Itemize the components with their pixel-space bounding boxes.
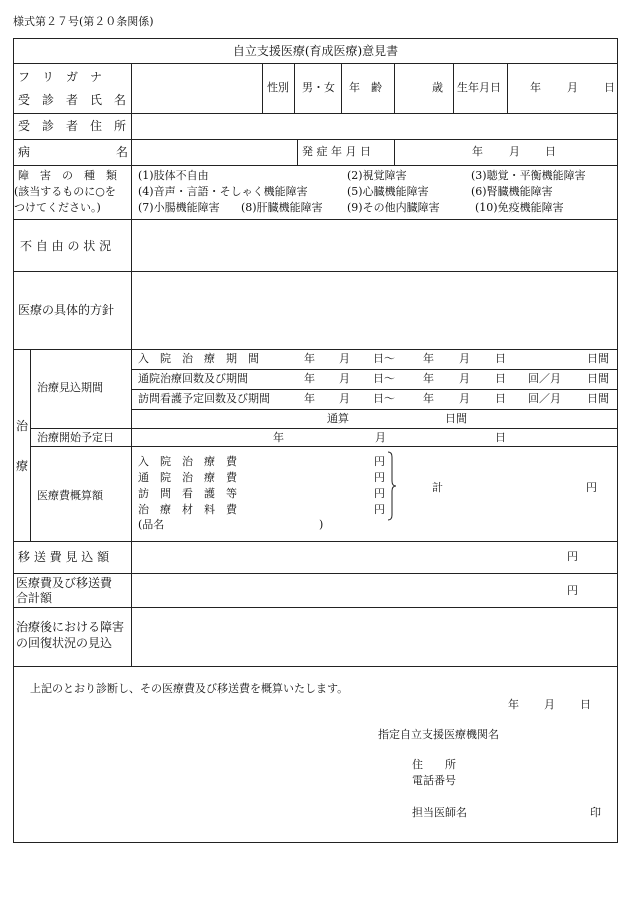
unit-year: 年: [304, 352, 315, 365]
start-month-unit: 月: [375, 431, 386, 444]
disability-option[interactable]: (8)肝臓機能障害: [241, 201, 323, 214]
onset-year-unit: 年: [472, 145, 483, 158]
start-day-unit: 日: [495, 431, 506, 444]
policy-label: 医療の具体的方針: [18, 303, 115, 317]
institution-label: 指定自立支援医療機関名: [378, 728, 499, 741]
recovery-label-2: の回復状況の見込: [16, 636, 113, 650]
rule: [13, 666, 618, 667]
cost-label: 医療費概算額: [37, 489, 103, 502]
rule: [13, 607, 618, 608]
treatment-side-label-2: 療: [16, 459, 29, 473]
rule: [30, 349, 31, 541]
disability-option[interactable]: (7)小腸機能障害: [138, 201, 220, 214]
sex-value[interactable]: 男・女: [302, 81, 335, 94]
onset-label: 発 症 年 月 日: [302, 145, 371, 158]
disability-label-2: (該当するものに○を: [14, 185, 116, 198]
rule: [13, 349, 618, 350]
rule: [13, 165, 618, 166]
disability-option[interactable]: (10)免疫機能障害: [475, 201, 564, 214]
visit-period-label: 訪問看護予定回数及び期間: [138, 392, 270, 405]
combined-label-2: 合計額: [16, 591, 53, 605]
cost-yen: 円: [374, 503, 385, 516]
disability-option[interactable]: (6)腎臓機能障害: [471, 185, 553, 198]
transport-label: 移 送 費 見 込 額: [18, 550, 110, 564]
unit-month: 月: [339, 392, 350, 405]
cost-item-visit: 訪 問 看 護 等: [138, 487, 237, 500]
rule: [262, 63, 263, 113]
disability-option[interactable]: (3)聴覚・平衡機能障害: [471, 169, 586, 182]
address-label: 受 診 者 住 所: [18, 119, 127, 133]
impairment-label: 不 自 由 の 状 況: [20, 239, 112, 253]
disability-option[interactable]: (2)視覚障害: [347, 169, 407, 182]
unit-year: 年: [304, 392, 315, 405]
unit-days: 日間: [587, 392, 609, 405]
unit-month: 月: [459, 372, 470, 385]
cost-item-outpatient: 通 院 治 療 費: [138, 471, 237, 484]
combined-label-1: 医療費及び移送費: [16, 576, 113, 590]
unit-day: 日: [495, 372, 506, 385]
unit-day-from: 日～: [373, 372, 395, 385]
outpatient-period-label: 通院治療回数及び期間: [138, 372, 248, 385]
total-label: 通算: [327, 412, 349, 425]
cost-item-name-close: ): [319, 518, 324, 531]
patient-name-label: 受 診 者 氏 名: [18, 93, 127, 107]
rule: [294, 63, 295, 113]
institution-address-label: 住 所: [412, 758, 456, 771]
disability-option[interactable]: (4)音声・言語・そしゃく機能障害: [138, 185, 308, 198]
form-title: 自立支援医療(育成医療)意見書: [232, 44, 399, 58]
rule: [13, 219, 618, 220]
cost-yen: 円: [374, 487, 385, 500]
rule: [394, 139, 395, 165]
cost-yen: 円: [374, 471, 385, 484]
doctor-label: 担当医師名: [412, 806, 467, 819]
birth-label: 生年月日: [457, 81, 501, 94]
start-date-label: 治療開始予定日: [37, 431, 114, 444]
birth-year-unit: 年: [530, 81, 541, 94]
unit-day: 日: [495, 352, 506, 365]
rule: [507, 63, 508, 113]
cost-item-inpatient: 入 院 治 療 費: [138, 455, 237, 468]
rule: [13, 139, 618, 140]
unit-year: 年: [304, 372, 315, 385]
cost-yen: 円: [374, 455, 385, 468]
inpatient-period-label: 入 院 治 療 期 間: [138, 352, 259, 365]
unit-year: 年: [423, 352, 434, 365]
rule: [131, 369, 618, 370]
cost-item-material: 治 療 材 料 費: [138, 503, 237, 516]
transport-yen: 円: [567, 550, 578, 563]
cost-sum-label: 計: [432, 481, 443, 494]
rule: [453, 63, 454, 113]
unit-day-from: 日～: [373, 352, 395, 365]
furigana-label: フ リ ガ ナ: [18, 70, 103, 84]
period-label: 治療見込期間: [37, 381, 103, 394]
unit-month: 月: [459, 352, 470, 365]
disability-option[interactable]: (5)心臓機能障害: [347, 185, 429, 198]
birth-day-unit: 日: [604, 81, 615, 94]
rule: [394, 63, 395, 113]
rule: [297, 139, 298, 165]
sex-label: 性別: [267, 81, 289, 94]
cost-item-name-open: (品名: [138, 518, 165, 531]
date-year-unit: 年: [508, 698, 519, 711]
disability-option[interactable]: (9)その他内臓障害: [347, 201, 440, 214]
disease-label-right: 名: [116, 145, 129, 159]
total-days-unit: 日間: [445, 412, 467, 425]
rule: [341, 63, 342, 113]
rule: [13, 271, 618, 272]
unit-year: 年: [423, 372, 434, 385]
age-unit: 歳: [432, 81, 443, 94]
unit-day-from: 日～: [373, 392, 395, 405]
rule: [30, 446, 618, 447]
unit-day: 日: [495, 392, 506, 405]
rule: [13, 541, 618, 542]
unit-month: 月: [339, 352, 350, 365]
disability-option[interactable]: (1)肢体不自由: [138, 169, 209, 182]
combined-yen: 円: [567, 584, 578, 597]
onset-month-unit: 月: [509, 145, 520, 158]
rule: [13, 63, 618, 64]
rule: [131, 63, 132, 666]
disability-label-1: 障 害 の 種 類: [18, 169, 117, 182]
treatment-side-label-1: 治: [16, 419, 29, 433]
recovery-label-1: 治療後における障害: [16, 620, 125, 634]
birth-month-unit: 月: [567, 81, 578, 94]
rule: [131, 409, 618, 410]
onset-day-unit: 日: [545, 145, 556, 158]
unit-times-per-month: 回／月: [528, 392, 561, 405]
form-number: 様式第２７号(第２０条関係): [13, 15, 154, 28]
unit-days: 日間: [587, 352, 609, 365]
institution-phone-label: 電話番号: [412, 774, 456, 787]
cost-sum-yen: 円: [586, 481, 597, 494]
rule: [131, 389, 618, 390]
rule: [30, 428, 618, 429]
date-day-unit: 日: [580, 698, 591, 711]
date-month-unit: 月: [544, 698, 555, 711]
disease-label-left: 病: [18, 145, 31, 159]
unit-month: 月: [459, 392, 470, 405]
unit-times-per-month: 回／月: [528, 372, 561, 385]
rule: [13, 573, 618, 574]
unit-days: 日間: [587, 372, 609, 385]
seal-mark: 印: [590, 806, 601, 819]
start-year-unit: 年: [273, 431, 284, 444]
rule: [13, 113, 618, 114]
declaration-text: 上記のとおり診断し、その医療費及び移送費を概算いたします。: [30, 682, 349, 695]
age-label: 年 齢: [349, 81, 382, 94]
unit-year: 年: [423, 392, 434, 405]
unit-month: 月: [339, 372, 350, 385]
brace-icon: [388, 451, 396, 521]
disability-label-3: つけてください。): [14, 201, 101, 214]
